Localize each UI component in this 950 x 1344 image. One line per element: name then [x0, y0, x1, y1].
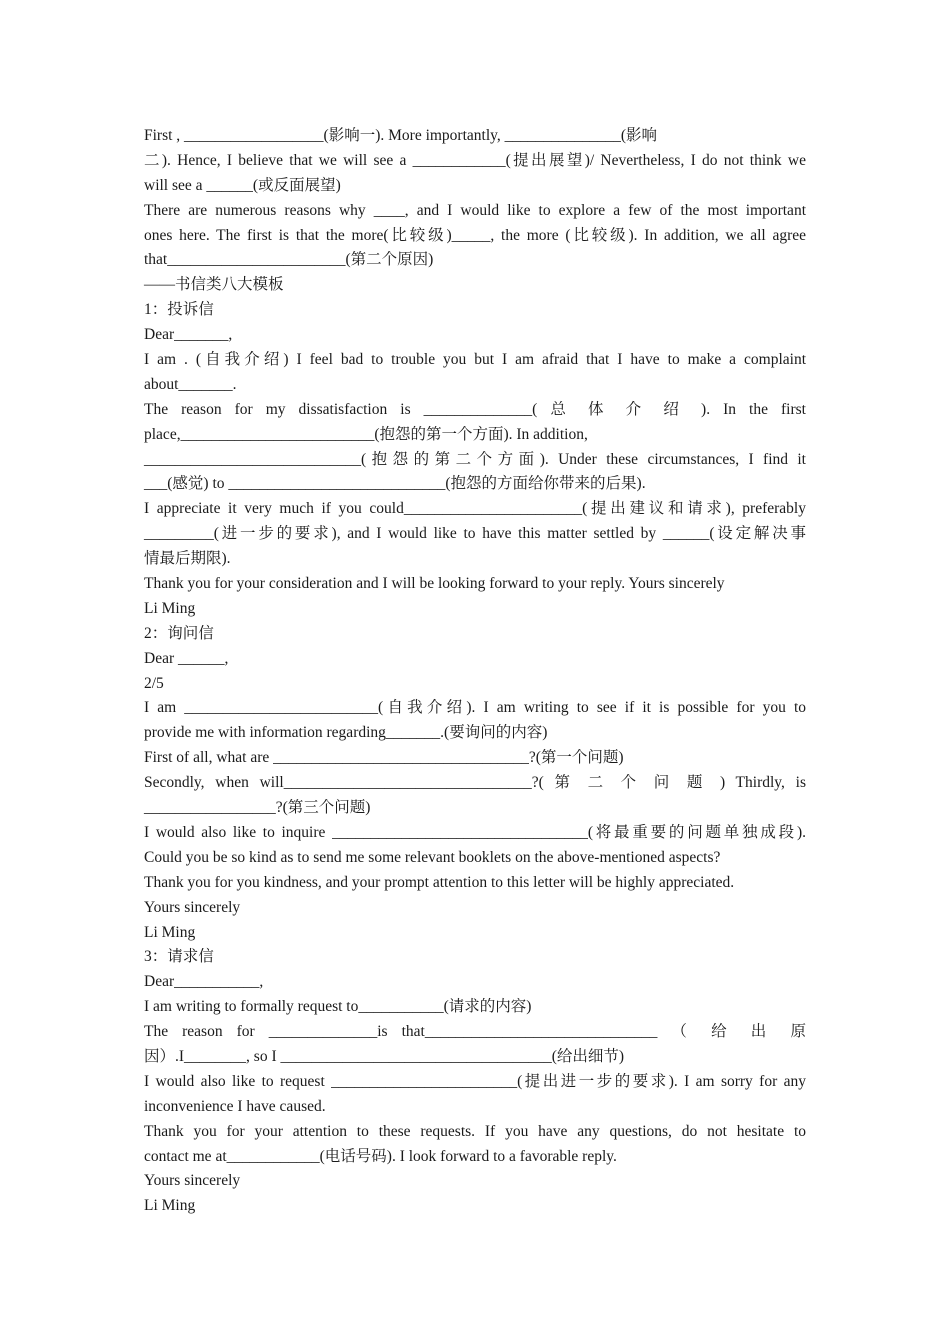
text-line: I would also like to request ________________________(提出进一步的要求). I am sorry for any — [144, 1072, 806, 1090]
text-line: contact me at____________(电话号码). I look forward to a favorable reply. — [144, 1147, 617, 1165]
text-line: Dear ______, — [144, 649, 229, 667]
text-line: inconvenience I have caused. — [144, 1097, 326, 1115]
text-line: First , __________________(影响一). More importantly, _______________(影响 — [144, 127, 658, 144]
text-line: ___(感觉) to ____________________________(抱怨的方面给你带来的后果). — [144, 475, 646, 493]
text-line: 1：投诉信 — [144, 301, 214, 319]
text-line: Li Ming — [144, 599, 196, 617]
text-line: Could you be so kind as to send me some relevant booklets on the above-mentioned aspects? — [144, 848, 721, 866]
text-line: Yours sincerely — [144, 1172, 241, 1190]
text-line: I am . (自我介绍) I feel bad to trouble you but I am afraid that I have to make a complaint — [144, 351, 806, 369]
text-line: Secondly, when will________________________________?( 第 二 个 问 题 ) Thirdly, is — [144, 774, 806, 792]
text-line: I appreciate it very much if you could_______________________(提出建议和请求), preferably — [144, 500, 806, 518]
text-line: 2/5 — [144, 674, 164, 692]
text-line: There are numerous reasons why ____, and I would like to explore a few of the most important — [144, 201, 806, 219]
text-line: 3：请求信 — [144, 948, 214, 966]
document-page — [144, 124, 806, 1219]
text-line: Yours sincerely — [144, 898, 241, 916]
text-line: First of all, what are _________________________________?(第一个问题) — [144, 749, 624, 767]
text-line: provide me with information regarding_______.(要询问的内容) — [144, 724, 548, 742]
text-line: The reason for my dissatisfaction is ______________( 总 体 介 绍 ). In the first — [144, 400, 806, 418]
text-line: Li Ming — [144, 1197, 196, 1215]
text-line: 二). Hence, I believe that we will see a ____________(提出展望)/ Nevertheless, I do not think we — [144, 151, 806, 169]
text-line: Li Ming — [144, 923, 196, 941]
text-line: 情最后期限). — [144, 550, 231, 568]
text-line: about_______. — [144, 375, 237, 393]
text-line: Dear_______, — [144, 326, 233, 344]
text-line: Dear___________, — [144, 973, 264, 991]
text-line: ——书信类八大模板 — [144, 276, 284, 294]
text-line: Thank you for your consideration and I will be looking forward to your reply. Yours sincerely — [144, 575, 725, 593]
text-line: The reason for ______________is that______________________________ （ 给 出 原 — [144, 1023, 806, 1041]
text-line: ones here. The first is that the more(比较级)_____, the more (比较级). In addition, we all agree — [144, 226, 806, 244]
text-line: that_______________________(第二个原因) — [144, 251, 434, 269]
text-line: 2：询问信 — [144, 624, 214, 642]
text-line: 因）.I________, so I ___________________________________(给出细节) — [144, 1047, 625, 1065]
text-line: I am _________________________(自我介绍). I am writing to see if it is possible for you to — [144, 699, 806, 717]
text-line: _________________?(第三个问题) — [144, 799, 371, 817]
text-line: ____________________________(抱怨的第二个方面). Under these circumstances, I find it — [144, 450, 806, 468]
text-line: I am writing to formally request to___________(请求的内容) — [144, 998, 532, 1016]
text-line: I would also like to inquire _________________________________(将最重要的问题单独成段). — [144, 823, 806, 841]
text-line: _________(进一步的要求), and I would like to have this matter settled by ______(设定解决事 — [144, 525, 806, 543]
text-line: will see a ______(或反面展望) — [144, 176, 341, 194]
text-line: Thank you for you kindness, and your prompt attention to this letter will be highly appreciated. — [144, 873, 735, 891]
text-line: Thank you for your attention to these requests. If you have any questions, do not hesitate to — [144, 1122, 806, 1140]
text-line: place,_________________________(抱怨的第一个方面). In addition, — [144, 425, 588, 443]
